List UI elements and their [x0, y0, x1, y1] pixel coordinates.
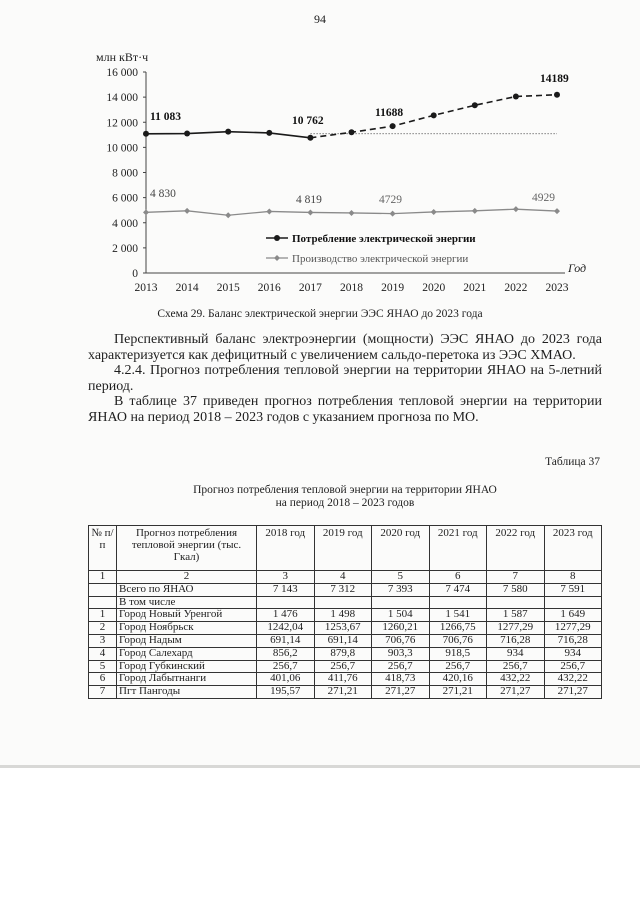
y-tick-label: 14 000 [106, 92, 138, 105]
table-cell: 271,21 [429, 686, 487, 699]
data-label: 11 083 [150, 111, 181, 123]
paragraph-table-intro: В таблице 37 приведен прогноз потребления тепловой энергии на территории ЯНАО на период 2018 – 2023 годов с указанием прогноза по МО. [88, 394, 602, 425]
table-total-row [89, 583, 602, 596]
table-cell: 2 [117, 571, 257, 584]
table-cell: 1242,04 [257, 622, 315, 635]
x-tick-label: 2018 [340, 282, 363, 294]
table-cell: 918,5 [429, 647, 487, 660]
data-point [266, 130, 272, 136]
table-cell: 879,8 [314, 647, 372, 660]
table-cell: 856,2 [257, 647, 315, 660]
table-cell [487, 596, 545, 609]
table-cell: 7 474 [429, 583, 487, 596]
data-point [472, 102, 478, 108]
y-tick-label: 6 000 [112, 192, 138, 205]
table-title [90, 484, 600, 510]
x-tick-label: 2014 [175, 282, 199, 294]
x-tick-label: 2020 [422, 282, 446, 294]
table-cell: 271,27 [544, 686, 602, 699]
data-point [431, 209, 437, 215]
table-cell: 4 [314, 571, 372, 584]
table-cell: 1266,75 [429, 622, 487, 635]
y-tick-label: 2 000 [112, 242, 138, 255]
legend-marker-consumption [274, 235, 280, 241]
table-row [89, 660, 602, 673]
table-title-line2: на период 2018 – 2023 годов [275, 497, 415, 509]
data-point [472, 208, 478, 214]
legend-marker-production [274, 255, 280, 261]
table-cell: 7 580 [487, 583, 545, 596]
table-cell: 934 [544, 647, 602, 660]
table-cell: 3 [257, 571, 315, 584]
table-cell: 7 [89, 686, 117, 699]
data-point [266, 208, 272, 214]
data-point [307, 135, 313, 141]
table-cell: Всего по ЯНАО [117, 583, 257, 596]
table-cell: 2 [89, 622, 117, 635]
data-point [554, 208, 560, 214]
table-cell: Город Новый Уренгой [117, 609, 257, 622]
table-cell: Город Ноябрьск [117, 622, 257, 635]
x-axis-label: Год [568, 261, 587, 275]
data-label: 14189 [540, 73, 569, 85]
table-cell: 256,7 [487, 660, 545, 673]
table-cell: 271,27 [487, 686, 545, 699]
table-cell: 6 [89, 673, 117, 686]
data-point [390, 123, 396, 129]
data-point [225, 212, 231, 218]
table-cell: 256,7 [314, 660, 372, 673]
x-tick-label: 2021 [463, 282, 487, 294]
table-row [89, 647, 602, 660]
table-header-row [89, 526, 602, 571]
table-cell: 2019 год [314, 526, 372, 571]
x-tick-label: 2022 [504, 282, 528, 294]
table-cell: 8 [544, 571, 602, 584]
table-cell: 1 649 [544, 609, 602, 622]
table-cell [89, 583, 117, 596]
table-cell: 1 541 [429, 609, 487, 622]
paragraph-balance: Перспективный баланс электроэнергии (мощности) ЭЭС ЯНАО до 2023 года характеризуется как дефицитный с увеличением сальдо-перетока из ЭЭС ХМАО. [88, 332, 602, 363]
data-label: 10 762 [292, 115, 324, 127]
table-label: Таблица 37 [545, 456, 600, 468]
table-cell: 903,3 [372, 647, 430, 660]
data-point [143, 209, 149, 215]
table-cell: 1 [89, 571, 117, 584]
table-cell: Город Лабытнанги [117, 673, 257, 686]
data-point [143, 131, 149, 137]
table-cell: 1 498 [314, 609, 372, 622]
table-cell: 256,7 [372, 660, 430, 673]
table-cell: 2018 год [257, 526, 315, 571]
table-cell: 2023 год [544, 526, 602, 571]
x-tick-label: 2017 [298, 282, 322, 294]
table-cell: 1253,67 [314, 622, 372, 635]
data-point [349, 129, 355, 135]
data-point [184, 131, 190, 137]
x-tick-label: 2019 [381, 282, 405, 294]
table-cell: 271,27 [372, 686, 430, 699]
y-tick-label: 0 [132, 268, 138, 280]
table-cell: Пгт Пангоды [117, 686, 257, 699]
table-subheader-row [89, 596, 602, 609]
x-tick-label: 2015 [216, 282, 240, 294]
table-row [89, 609, 602, 622]
table-cell: 5 [89, 660, 117, 673]
y-axis-label: млн кВт·ч [96, 50, 149, 64]
table-cell: Город Губкинский [117, 660, 257, 673]
data-point [513, 206, 519, 212]
table-index-row [89, 571, 602, 584]
table-cell: 706,76 [372, 634, 430, 647]
table-cell [372, 596, 430, 609]
x-tick-label: 2016 [257, 282, 281, 294]
table-cell: 418,73 [372, 673, 430, 686]
data-point [307, 209, 313, 215]
table-cell: 411,76 [314, 673, 372, 686]
data-point [431, 112, 437, 118]
chart-caption: Схема 29. Баланс электрической энергии ЭЭС ЯНАО до 2023 года [157, 308, 483, 320]
page-edge [0, 765, 640, 768]
table-cell: 256,7 [429, 660, 487, 673]
table-cell: 6 [429, 571, 487, 584]
table-cell: 3 [89, 634, 117, 647]
data-point [513, 93, 519, 99]
data-label: 11688 [375, 107, 404, 119]
heat-forecast-table [88, 525, 602, 699]
x-tick-label: 2023 [545, 282, 569, 294]
table-cell: Город Надым [117, 634, 257, 647]
table-cell: 716,28 [487, 634, 545, 647]
table-cell: 1277,29 [544, 622, 602, 635]
table-cell: 7 [487, 571, 545, 584]
table-cell: № п/п [89, 526, 117, 571]
table-cell: 7 143 [257, 583, 315, 596]
table-cell: 5 [372, 571, 430, 584]
y-tick-label: 10 000 [106, 142, 138, 155]
table-cell: 1277,29 [487, 622, 545, 635]
legend-label-production: Производство электрической энергии [292, 253, 469, 265]
table-cell: 716,28 [544, 634, 602, 647]
y-tick-label: 4 000 [112, 217, 138, 230]
data-point [390, 211, 396, 217]
table-cell [89, 596, 117, 609]
data-point [225, 129, 231, 135]
table-cell: 706,76 [429, 634, 487, 647]
table-cell: 691,14 [257, 634, 315, 647]
table-cell: 432,22 [544, 673, 602, 686]
table-cell: 691,14 [314, 634, 372, 647]
table-cell: 1 504 [372, 609, 430, 622]
paragraph-section-heading: 4.2.4. Прогноз потребления тепловой энергии на территории ЯНАО на 5-летний период. [88, 363, 602, 394]
table-row [89, 673, 602, 686]
table-cell: 7 312 [314, 583, 372, 596]
balance-chart [0, 0, 640, 305]
data-label: 4 819 [296, 194, 322, 206]
y-tick-label: 8 000 [112, 167, 138, 180]
table-cell: 2022 год [487, 526, 545, 571]
table-cell: 2021 год [429, 526, 487, 571]
table-cell: 401,06 [257, 673, 315, 686]
data-label: 4729 [379, 194, 402, 206]
table-cell [257, 596, 315, 609]
table-cell: 7 393 [372, 583, 430, 596]
table-cell: 256,7 [257, 660, 315, 673]
table-cell: 420,16 [429, 673, 487, 686]
table-cell: 1 476 [257, 609, 315, 622]
y-tick-label: 16 000 [106, 67, 138, 79]
table-cell: 934 [487, 647, 545, 660]
page-number: 94 [314, 12, 326, 26]
table-cell: 195,57 [257, 686, 315, 699]
data-point [184, 208, 190, 214]
data-label: 4 830 [150, 188, 176, 200]
data-label: 4929 [532, 192, 555, 204]
table-cell: 256,7 [544, 660, 602, 673]
table-cell: Прогноз потребления тепловой энергии (тыс. Гкал) [117, 526, 257, 571]
data-point [554, 92, 560, 98]
table-title-line1: Прогноз потребления тепловой энергии на территории ЯНАО [193, 484, 497, 496]
table-cell: Город Салехард [117, 647, 257, 660]
table-row [89, 634, 602, 647]
table-cell: 4 [89, 647, 117, 660]
table-row [89, 686, 602, 699]
table-subheader: В том числе [117, 596, 257, 609]
x-tick-label: 2013 [134, 282, 158, 294]
data-point [349, 210, 355, 216]
table-cell: 1260,21 [372, 622, 430, 635]
table-cell: 271,21 [314, 686, 372, 699]
table-cell: 7 591 [544, 583, 602, 596]
table-cell [429, 596, 487, 609]
table-cell [314, 596, 372, 609]
table-cell: 1 587 [487, 609, 545, 622]
table-cell: 432,22 [487, 673, 545, 686]
legend-label-consumption: Потребление электрической энергии [292, 233, 476, 245]
table-row [89, 622, 602, 635]
y-tick-label: 12 000 [106, 117, 138, 130]
table-cell [544, 596, 602, 609]
body-text [88, 332, 602, 425]
table-cell: 1 [89, 609, 117, 622]
table-cell: 2020 год [372, 526, 430, 571]
